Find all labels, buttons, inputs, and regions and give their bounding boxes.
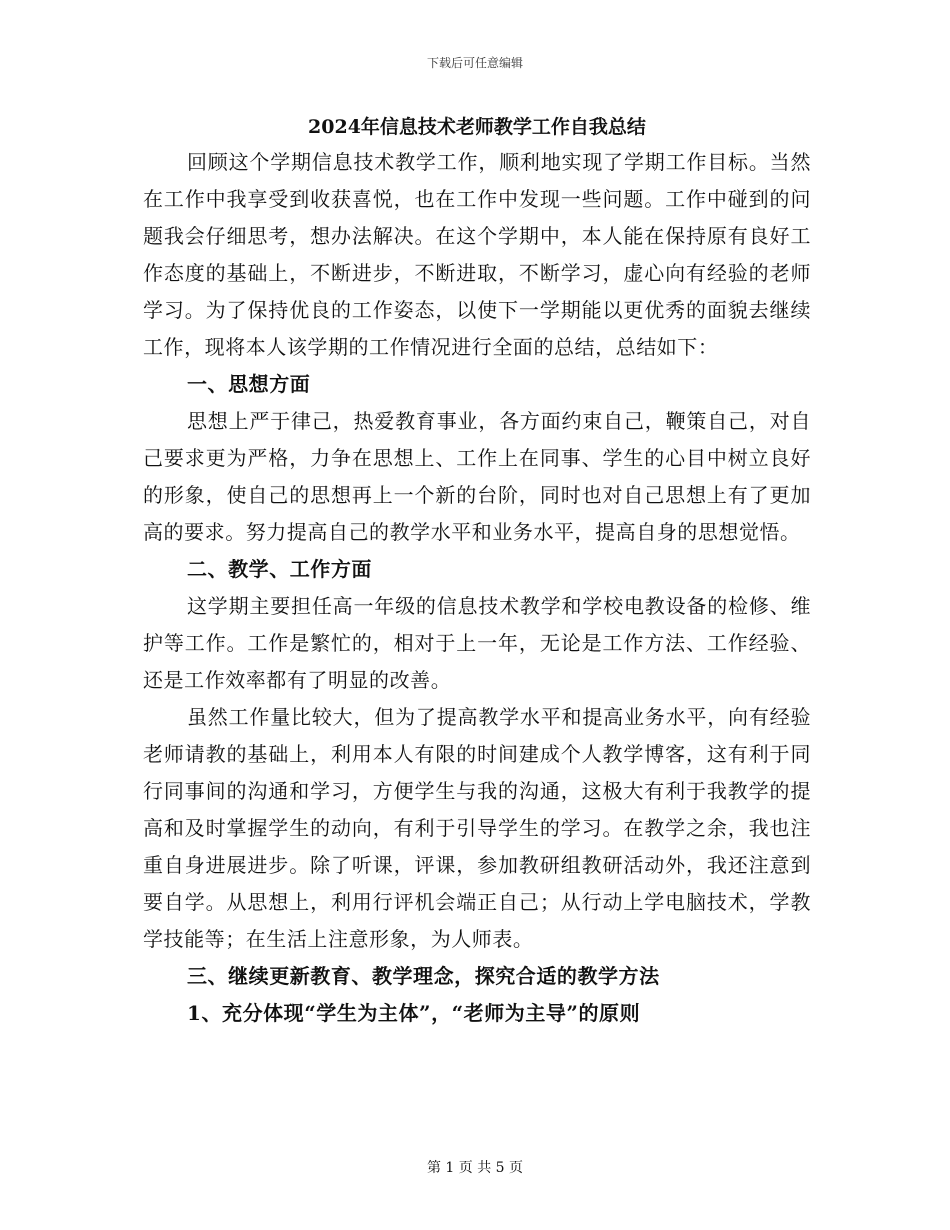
header-note: 下载后可任意编辑 bbox=[426, 56, 523, 70]
section-1-heading: 一、思想方面 bbox=[187, 372, 311, 396]
section-3-subheading: 1、充分体现“学生为主体”，“老师为主导”的原则 bbox=[187, 1001, 641, 1025]
document-title: 2024年信息技术老师教学工作自我总结 bbox=[308, 116, 646, 138]
section-3-heading: 三、继续更新教育、教学理念，探究合适的教学方法 bbox=[187, 964, 660, 988]
section-2-heading: 二、教学、工作方面 bbox=[187, 557, 372, 581]
intro-paragraph: 回顾这个学期信息技术教学工作，顺利地实现了学期工作目标。当然在工作中我享受到收获喜悦，也在工作中发现一些问题。工作中碰到的问题我会仔细思考，想办法解决。在这个学期中，本人能在保持原有良好工作态度的基础上，不断进步，不断进取，不断学习，虚心向有经验的老师学习。为了保持优良的工作姿态，以使下一学期能以更优秀的面貌去继续工作，现将本人该学期的工作情况进行全面的总结，总结如下： bbox=[143, 150, 811, 359]
page-footer: 第 1 页 共 5 页 bbox=[426, 1160, 524, 1176]
document-body bbox=[143, 112, 811, 1032]
section-2-paragraph-2: 虽然工作量比较大，但为了提高教学水平和提高业务水平，向有经验老师请教的基础上，利用本人有限的时间建成个人教学博客，这有利于同行同事间的沟通和学习，方便学生与我的沟通，这极大有利于我教学的提高和及时掌握学生的动向，有利于引导学生的学习。在教学之余，我也注重自身进展进步。除了听课，评课，参加教研组教研活动外，我还注意到要自学。从思想上，利用行评机会端正自己；从行动上学电脑技术，学教学技能等；在生活上注意形象，为人师表。 bbox=[143, 705, 811, 951]
section-1-paragraph: 思想上严于律己，热爱教育事业，各方面约束自己，鞭策自己，对自己要求更为严格，力争在思想上、工作上在同事、学生的心目中树立良好的形象，使自己的思想再上一个新的台阶，同时也对自己思想上有了更加高的要求。努力提高自己的教学水平和业务水平，提高自身的思想觉悟。 bbox=[143, 409, 811, 544]
section-2-paragraph-1: 这学期主要担任高一年级的信息技术教学和学校电教设备的检修、维护等工作。工作是繁忙的，相对于上一年，无论是工作方法、工作经验、还是工作效率都有了明显的改善。 bbox=[143, 594, 811, 692]
